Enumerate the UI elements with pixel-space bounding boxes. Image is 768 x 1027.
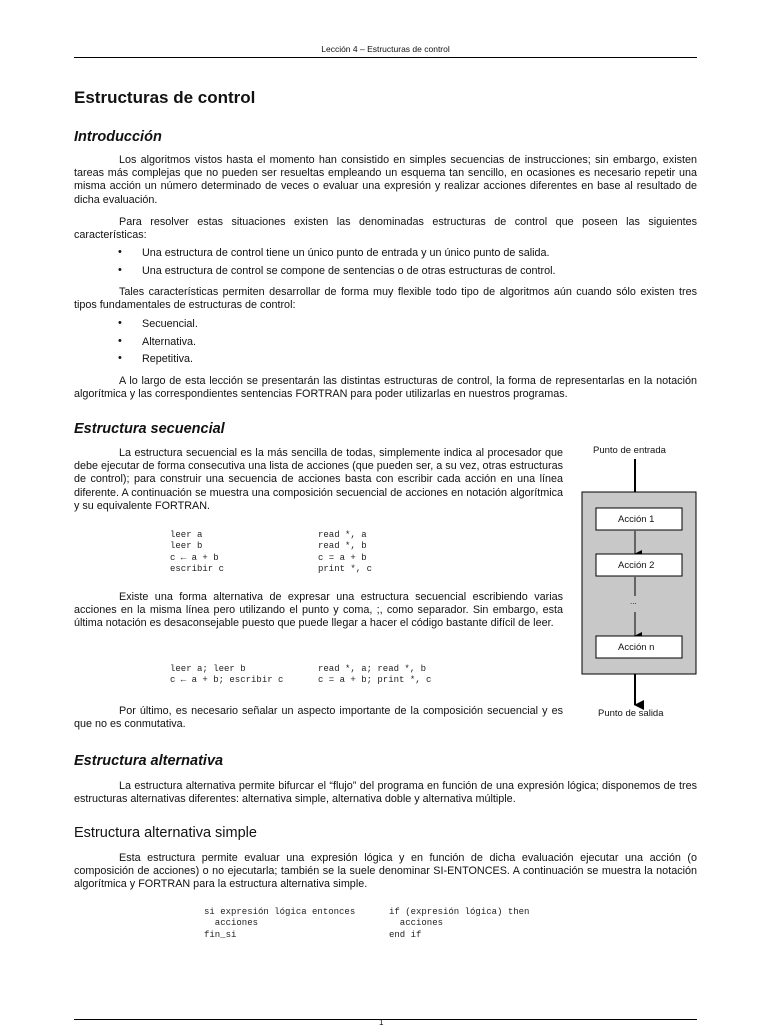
code-algoritmico-1: leer a leer b c ← a + b escribir c bbox=[170, 530, 225, 574]
secuencial-paragraph-3: Por último, es necesario señalar un aspecto importante de la composición secuencial y es que no es conmutativa. bbox=[74, 705, 563, 731]
action-n-label: Acción n bbox=[618, 642, 655, 653]
code-fortran-2: read *, a; read *, b c = a + b; print *, c bbox=[318, 664, 432, 686]
intro-list-2 bbox=[118, 318, 198, 371]
alt-simple-paragraph-1: Esta estructura permite evaluar una expresión lógica y en función de dicha evaluación ejecutar una acción (o composición de acciones) o no ejecutarla; también se la suele denominar SI-ENTONCES. A continuación se muestra la notación algorítmica y FORTRAN para la estructura alternativa simple. bbox=[74, 852, 697, 891]
code-algoritmico-2: leer a; leer b c ← a + b; escribir c bbox=[170, 664, 284, 686]
list-item: • Repetitiva. bbox=[118, 352, 194, 365]
footer-rule bbox=[74, 1019, 697, 1020]
list-item: • Alternativa. bbox=[118, 334, 197, 348]
code-algoritmico-si: si expresión lógica entonces acciones fin_si bbox=[204, 907, 356, 940]
code-fortran-1: read *, a read *, b c = a + b print *, c bbox=[318, 530, 373, 574]
secuencial-paragraph-2: Existe una forma alternativa de expresar una estructura secuencial escribiendo varias acciones en la misma línea pero utilizando el punto y coma, ;, como separador. Sin embargo, esta última notación es desaconsejable puesto que puede llegar a hacer el código bastante difícil de leer. bbox=[74, 591, 563, 630]
bullet-icon: • bbox=[118, 263, 122, 276]
action-2-label: Acción 2 bbox=[618, 560, 655, 571]
entry-label: Punto de entrada bbox=[593, 445, 666, 456]
list-item: • Secuencial. bbox=[118, 317, 198, 330]
sequence-flow-diagram bbox=[508, 444, 666, 724]
intro-paragraph-4: A lo largo de esta lección se presentarán las distintas estructuras de control, la forma de representarlas en la notación algorítmica y las correspondientes sentencias FORTRAN para poder utilizarlas en nuestros programas. bbox=[74, 375, 697, 401]
page-title: Estructuras de control bbox=[74, 88, 256, 107]
intro-paragraph-3: Tales características permiten desarrollar de forma muy flexible todo tipo de algoritmos aún cuando sólo existen tres tipos fundamentales de estructuras de control: bbox=[74, 286, 697, 312]
ellipsis-label: ... bbox=[630, 597, 637, 606]
running-header: Lección 4 – Estructuras de control bbox=[321, 44, 450, 54]
intro-paragraph-1: Los algoritmos vistos hasta el momento han consistido en simples secuencias de instrucciones; sin embargo, existen tareas más complejas que no pueden ser resueltas empleando un esquema tan sencillo, en ocasiones es necesario repetir una misma acción un número determinado de veces o evaluar una expresión y realizar acciones diferentes en base al resultado de dicha evaluación. bbox=[74, 154, 697, 206]
action-1-label: Acción 1 bbox=[618, 514, 655, 525]
secuencial-paragraph-1: La estructura secuencial es la más sencilla de todas, simplemente indica al procesador que debe ejecutar de forma consecutiva una lista de acciones (que pueden ser, a su vez, otras estructuras de control); para construir una secuencia de acciones basta con escribir cada acción en una línea diferente. A continuación se muestra una composición secuencial de acciones en notación algorítmica y su equivalente FORTRAN. bbox=[74, 447, 563, 512]
alternativa-paragraph-1: La estructura alternativa permite bifurcar el “flujo” del programa en función de una expresión lógica; disponemos de tres estructuras alternativas diferentes: alternativa simple, alternativa doble y alternativa múltiple. bbox=[74, 780, 697, 806]
bullet-icon: • bbox=[118, 334, 122, 347]
list-item: • Una estructura de control tiene un único punto de entrada y un único punto de salida. bbox=[118, 246, 550, 259]
bullet-icon: • bbox=[118, 246, 122, 258]
intro-list-1 bbox=[118, 247, 556, 282]
bullet-icon: • bbox=[118, 317, 122, 329]
heading-estructura-alternativa: Estructura alternativa bbox=[74, 753, 224, 769]
heading-alternativa-simple: Estructura alternativa simple bbox=[74, 825, 257, 841]
heading-estructura-secuencial: Estructura secuencial bbox=[74, 421, 225, 437]
bullet-icon: • bbox=[118, 352, 122, 364]
code-fortran-if: if (expresión lógica) then acciones end if bbox=[389, 907, 530, 940]
header-rule bbox=[74, 57, 697, 58]
intro-paragraph-2: Para resolver estas situaciones existen las denominadas estructuras de control que poseen las siguientes características: bbox=[74, 216, 697, 242]
list-item: • Una estructura de control se compone de sentencias o de otras estructuras de control. bbox=[118, 263, 556, 277]
page-number: 1 bbox=[379, 1018, 384, 1027]
flow-diagram-svg bbox=[508, 444, 768, 724]
heading-introduccion: Introducción bbox=[74, 129, 162, 145]
exit-label: Punto de salida bbox=[598, 708, 664, 719]
